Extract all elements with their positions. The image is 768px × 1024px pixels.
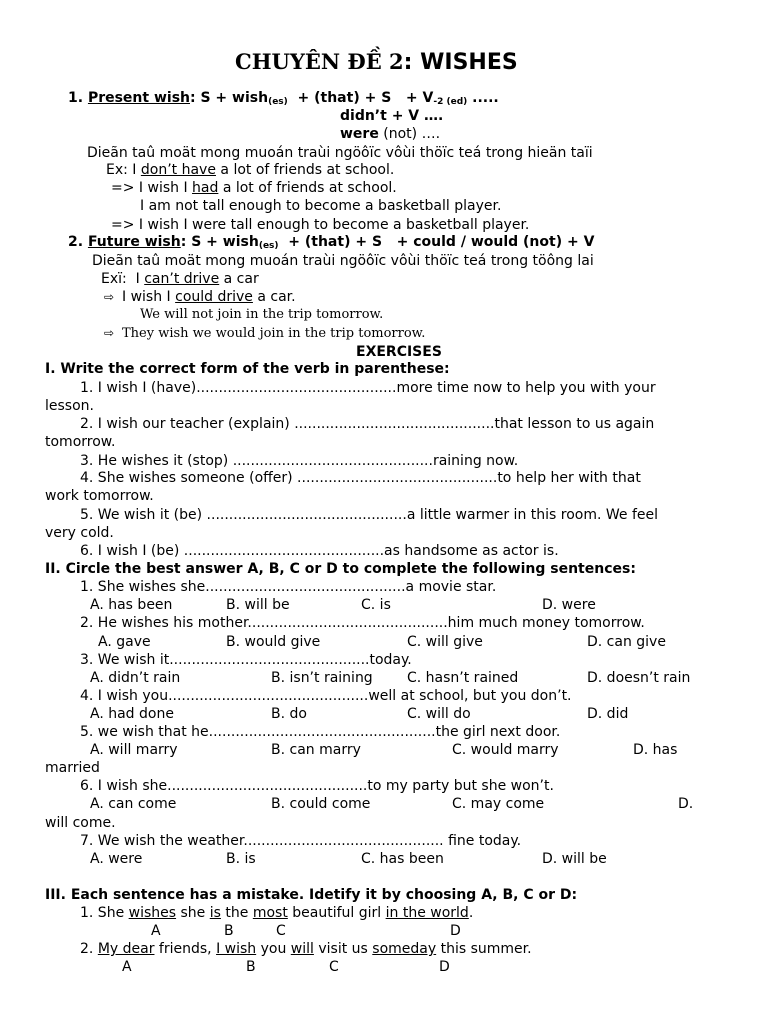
option-b[interactable]: B. could come <box>271 796 371 812</box>
underlined-part-d[interactable]: in the world <box>385 905 469 921</box>
choice-letter-c[interactable]: C <box>329 959 339 975</box>
option-a[interactable]: A. had done <box>90 706 174 722</box>
option-d-continuation: will come. <box>45 815 116 831</box>
title-wishes: : WISHES <box>403 50 518 75</box>
option-a[interactable]: A. has been <box>90 597 173 613</box>
title-vietnamese: CHUYÊN ĐỀ 2 <box>235 49 404 74</box>
section-1-item-6: 6. I wish I (be) .............................................as handsome as actor is. <box>80 543 559 559</box>
section-1-item-3: 3. He wishes it (stop) .............................................raining now. <box>80 453 519 469</box>
present-example-2-wish: => I wish I were tall enough to become a basketball player. <box>111 217 530 233</box>
section-2-question-3: 3. We wish it.............................................today. <box>80 652 412 668</box>
option-b[interactable]: B. would give <box>226 634 321 650</box>
future-example: Exï: I can’t drive a car <box>101 271 259 287</box>
option-d[interactable]: D. did <box>587 706 629 722</box>
arrow-right-icon: ⇨ <box>104 326 115 340</box>
option-b[interactable]: B. do <box>271 706 307 722</box>
section-1-heading: I. Write the correct form of the verb in parenthese: <box>45 361 450 377</box>
section-1-item-1-cont: lesson. <box>45 398 94 414</box>
option-d[interactable]: D. will be <box>542 851 607 867</box>
section-1-item-2: 2. I wish our teacher (explain) .............................................that lesson to us again <box>80 416 655 432</box>
option-d[interactable]: D. doesn’t rain <box>587 670 691 686</box>
option-a[interactable]: A. didn’t rain <box>90 670 181 686</box>
section-2-heading: II. Circle the best answer A, B, C or D to complete the following sentences: <box>45 561 636 577</box>
choice-letter-d[interactable]: D <box>450 923 461 939</box>
section-3-heading: III. Each sentence has a mistake. Idetify it by choosing A, B, C or D: <box>45 887 578 903</box>
section-1-item-5-cont: very cold. <box>45 525 114 541</box>
option-d[interactable]: D. has <box>633 742 678 758</box>
option-c[interactable]: C. will do <box>407 706 471 722</box>
section-2-question-5: 5. we wish that he...................................................the girl next door. <box>80 724 561 740</box>
option-c[interactable]: C. hasn’t rained <box>407 670 519 686</box>
present-example-2: I am not tall enough to become a basketball player. <box>140 198 502 214</box>
future-example-2-wish: ⇨ They wish we would join in the trip tomorrow. <box>104 326 426 341</box>
present-example: Ex: I don’t have a lot of friends at school. <box>106 162 395 178</box>
option-a[interactable]: A. will marry <box>90 742 178 758</box>
future-wish-label: Future wish <box>87 234 181 250</box>
present-wish-formula-line2: didn’t + V …. <box>340 108 444 124</box>
section-3-question-2: 2. My dear friends, I wish you will visit us someday this summer. <box>80 941 532 957</box>
underlined-part-c[interactable]: will <box>290 941 314 957</box>
underlined-part-a[interactable]: wishes <box>128 905 177 921</box>
option-b[interactable]: B. will be <box>226 597 290 613</box>
present-wish-formula: 1. Present wish: S + wish$_{(es)}$ + (that) + $S + V_{-2 (ed)}$ ..... <box>68 90 499 107</box>
option-b[interactable]: B. can marry <box>271 742 361 758</box>
section-2-question-7: 7. We wish the weather............................................. fine today. <box>80 833 522 849</box>
underlined-part-a[interactable]: My dear <box>97 941 155 957</box>
section-2-question-1: 1. She wishes she.............................................a movie star. <box>80 579 497 595</box>
section-1-item-4: 4. She wishes someone (offer) .............................................to help her with that <box>80 470 641 486</box>
present-example-wish: => I wish I had a lot of friends at school. <box>111 180 397 196</box>
choice-letter-a[interactable]: A <box>122 959 132 975</box>
option-c[interactable]: C. would marry <box>452 742 559 758</box>
option-d[interactable]: D. can give <box>587 634 666 650</box>
option-d[interactable]: D. <box>678 796 694 812</box>
option-c[interactable]: C. may come <box>452 796 545 812</box>
option-d[interactable]: D. were <box>542 597 596 613</box>
arrow-right-icon: ⇨ <box>104 290 115 304</box>
underlined-part-b[interactable]: I wish <box>216 941 257 957</box>
option-b[interactable]: B. isn’t raining <box>271 670 373 686</box>
option-c[interactable]: C. will give <box>407 634 483 650</box>
underlined-part-b[interactable]: is <box>209 905 221 921</box>
section-3-question-1: 1. She wishes she is the most beautiful girl in the world. <box>80 905 474 921</box>
option-c[interactable]: C. is <box>361 597 391 613</box>
option-a[interactable]: A. gave <box>98 634 151 650</box>
choice-letter-d[interactable]: D <box>439 959 450 975</box>
section-1-item-2-cont: tomorrow. <box>45 434 116 450</box>
present-wish-formula-line3: were (not) …. <box>340 126 441 142</box>
underlined-part-c[interactable]: most <box>252 905 288 921</box>
section-2-question-2: 2. He wishes his mother.............................................him much money tomorrow. <box>80 615 645 631</box>
choice-letter-b[interactable]: B <box>246 959 256 975</box>
future-example-2: We will not join in the trip tomorrow. <box>140 307 384 322</box>
future-example-wish: ⇨ I wish I could drive a car. <box>104 289 296 305</box>
present-wish-label: Present wish <box>87 90 190 106</box>
section-2-question-6: 6. I wish she.............................................to my party but she won’t. <box>80 778 554 794</box>
choice-letter-c[interactable]: C <box>276 923 286 939</box>
section-1-item-1: 1. I wish I (have).............................................more time now to help you with your <box>80 380 656 396</box>
present-wish-description: Dieãn taû moät mong muoán traùi ngöôïc vôùi thöïc teá trong hieän taïi <box>87 145 593 161</box>
future-wish-formula: 2. Future wish: S + wish$_{(es)}$ + (that) + S + could / would (not) + V <box>68 234 595 251</box>
option-a[interactable]: A. were <box>90 851 143 867</box>
choice-letter-a[interactable]: A <box>151 923 161 939</box>
option-c[interactable]: C. has been <box>361 851 444 867</box>
option-a[interactable]: A. can come <box>90 796 177 812</box>
option-d-continuation: married <box>45 760 100 776</box>
page-title <box>235 49 518 76</box>
section-1-item-5: 5. We wish it (be) .............................................a little warmer in this room. We feel <box>80 507 659 523</box>
section-2-question-4: 4. I wish you.............................................well at school, but you don’t. <box>80 688 572 704</box>
future-wish-description: Dieãn taû moät mong muoán traùi ngöôïc vôùi thöïc teá trong töông lai <box>92 253 594 269</box>
section-1-item-4-cont: work tomorrow. <box>45 488 154 504</box>
exercises-heading: EXERCISES <box>356 344 442 360</box>
choice-letter-b[interactable]: B <box>224 923 234 939</box>
underlined-part-d[interactable]: someday <box>372 941 437 957</box>
option-b[interactable]: B. is <box>226 851 256 867</box>
